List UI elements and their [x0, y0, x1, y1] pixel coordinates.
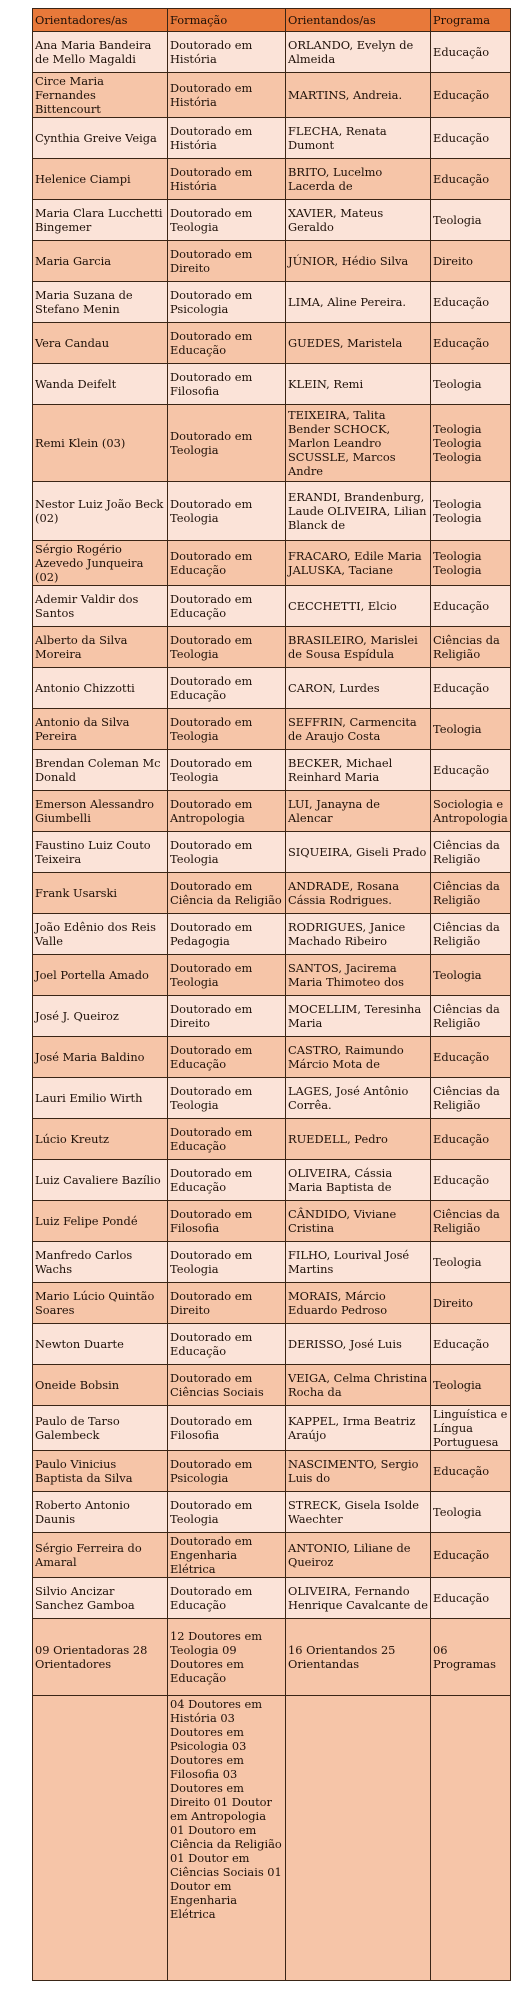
cell-orientador: Roberto Antonio Daunis [33, 1492, 168, 1533]
table-row [33, 159, 511, 200]
cell-formacao: Doutorado em História [168, 32, 286, 73]
table-row [33, 1492, 511, 1533]
cell-orientador: Lúcio Kreutz [33, 1119, 168, 1160]
cell-formacao: Doutorado em Direito [168, 996, 286, 1037]
cell-orientador: Antonio Chizzotti [33, 668, 168, 709]
cell-programa: Direito [431, 241, 511, 282]
cell-formacao: Doutorado em Teologia [168, 1078, 286, 1119]
cell-programa: Educação [431, 73, 511, 118]
cell-orientando: CARON, Lurdes [286, 668, 431, 709]
cell-orientando: FRACARO, Edile Maria JALUSKA, Taciane [286, 541, 431, 586]
cell-orientando: FLECHA, Renata Dumont [286, 118, 431, 159]
cell-orientador: Sérgio Rogério Azevedo Junqueira (02) [33, 541, 168, 586]
cell-orientando: MARTINS, Andreia. [286, 73, 431, 118]
cell-formacao: Doutorado em Educação [168, 1324, 286, 1365]
table-row [33, 709, 511, 750]
cell-orientando: VEIGA, Celma Christina Rocha da [286, 1365, 431, 1406]
cell-programa: Educação [431, 159, 511, 200]
cell-orientando: SIQUEIRA, Giseli Prado [286, 832, 431, 873]
cell-orientando: STRECK, Gisela Isolde Waechter [286, 1492, 431, 1533]
cell-formacao: Doutorado em Direito [168, 241, 286, 282]
cell-orientando: LAGES, José Antônio Corrêa. [286, 1078, 431, 1119]
cell-orientador: Frank Usarski [33, 873, 168, 914]
cell-orientando: SEFFRIN, Carmencita de Araujo Costa [286, 709, 431, 750]
totals-orientandos: 16 Orientandos 25 Orientandas [286, 1619, 431, 1696]
table-row [33, 32, 511, 73]
cell-formacao: Doutorado em Teologia [168, 1492, 286, 1533]
table-row [33, 364, 511, 405]
cell-orientador: Vera Candau [33, 323, 168, 364]
cell-formacao: Doutorado em Psicologia [168, 282, 286, 323]
cell-formacao: Doutorado em Teologia [168, 709, 286, 750]
cell-orientador: Faustino Luiz Couto Teixeira [33, 832, 168, 873]
header-orientandos: Orientandos/as [286, 9, 431, 32]
cell-orientador: Silvio Ancizar Sanchez Gamboa [33, 1578, 168, 1619]
cell-formacao: Doutorado em Engenharia Elétrica [168, 1533, 286, 1578]
cell-orientador: Joel Portella Amado [33, 955, 168, 996]
cell-orientador: Sérgio Ferreira do Amaral [33, 1533, 168, 1578]
table-row [33, 73, 511, 118]
cell-formacao: Doutorado em Teologia [168, 750, 286, 791]
cell-formacao: Doutorado em História [168, 159, 286, 200]
cell-programa: Ciências da Religião [431, 627, 511, 668]
cell-orientador: Cynthia Greive Veiga [33, 118, 168, 159]
table-row [33, 1078, 511, 1119]
table-row [33, 405, 511, 482]
cell-formacao: Doutorado em Teologia [168, 627, 286, 668]
cell-orientando: ANDRADE, Rosana Cássia Rodrigues. [286, 873, 431, 914]
cell-formacao: Doutorado em Educação [168, 1037, 286, 1078]
cell-formacao: Doutorado em Filosofia [168, 1201, 286, 1242]
table-row [33, 1283, 511, 1324]
cell-orientador: Remi Klein (03) [33, 405, 168, 482]
table-row [33, 1119, 511, 1160]
cell-programa: Educação [431, 1324, 511, 1365]
table-row [33, 1037, 511, 1078]
cell-formacao: Doutorado em Educação [168, 1160, 286, 1201]
cell-orientador: João Edênio dos Reis Valle [33, 914, 168, 955]
cell-formacao: Doutorado em Direito [168, 1283, 286, 1324]
table-row [33, 541, 511, 586]
final-empty-3 [286, 1696, 431, 1981]
table-row [33, 1160, 511, 1201]
table-row [33, 1324, 511, 1365]
cell-programa: Teologia [431, 200, 511, 241]
table-row [33, 1365, 511, 1406]
table-row [33, 1451, 511, 1492]
cell-programa: Educação [431, 1578, 511, 1619]
cell-programa: Teologia [431, 1242, 511, 1283]
cell-orientando: OLIVEIRA, Cássia Maria Baptista de [286, 1160, 431, 1201]
cell-orientador: Oneide Bobsin [33, 1365, 168, 1406]
table-row [33, 1533, 511, 1578]
cell-orientando: KAPPEL, Irma Beatriz Araújo [286, 1406, 431, 1451]
cell-programa: Teologia [431, 1365, 511, 1406]
table-row [33, 1578, 511, 1619]
cell-formacao: Doutorado em Psicologia [168, 1451, 286, 1492]
cell-programa: Educação [431, 1037, 511, 1078]
cell-formacao: Doutorado em Filosofia [168, 364, 286, 405]
cell-orientador: Antonio da Silva Pereira [33, 709, 168, 750]
table-row [33, 323, 511, 364]
cell-orientando: ORLANDO, Evelyn de Almeida [286, 32, 431, 73]
cell-formacao: Doutorado em Educação [168, 323, 286, 364]
header-row [33, 9, 511, 32]
cell-orientador: Emerson Alessandro Giumbelli [33, 791, 168, 832]
cell-formacao: Doutorado em Teologia [168, 955, 286, 996]
cell-orientando: CASTRO, Raimundo Márcio Mota de [286, 1037, 431, 1078]
cell-orientando: GUEDES, Maristela [286, 323, 431, 364]
cell-formacao: Doutorado em Filosofia [168, 1406, 286, 1451]
cell-programa: Ciências da Religião [431, 873, 511, 914]
cell-orientador: Maria Garcia [33, 241, 168, 282]
cell-programa: Teologia Teologia [431, 482, 511, 541]
cell-orientando: LUI, Janayna de Alencar [286, 791, 431, 832]
cell-orientador: Nestor Luiz João Beck (02) [33, 482, 168, 541]
cell-orientador: Alberto da Silva Moreira [33, 627, 168, 668]
cell-orientador: Newton Duarte [33, 1324, 168, 1365]
cell-programa: Educação [431, 750, 511, 791]
table-row [33, 482, 511, 541]
cell-orientando: CECCHETTI, Elcio [286, 586, 431, 627]
cell-orientando: FILHO, Lourival José Martins [286, 1242, 431, 1283]
cell-programa: Teologia [431, 1492, 511, 1533]
cell-orientando: XAVIER, Mateus Geraldo [286, 200, 431, 241]
cell-formacao: Doutorado em Educação [168, 1578, 286, 1619]
cell-formacao: Doutorado em Educação [168, 541, 286, 586]
table-row [33, 914, 511, 955]
table-row [33, 1242, 511, 1283]
table-row [33, 627, 511, 668]
cell-orientador: Paulo de Tarso Galembeck [33, 1406, 168, 1451]
cell-orientando: BRITO, Lucelmo Lacerda de [286, 159, 431, 200]
formation-breakdown-row [33, 1696, 511, 1981]
cell-orientador: Luiz Felipe Pondé [33, 1201, 168, 1242]
cell-orientando: CÂNDIDO, Viviane Cristina [286, 1201, 431, 1242]
header-orientadores: Orientadores/as [33, 9, 168, 32]
cell-programa: Educação [431, 282, 511, 323]
cell-formacao: Doutorado em História [168, 73, 286, 118]
table-row [33, 200, 511, 241]
cell-orientando: MOCELLIM, Teresinha Maria [286, 996, 431, 1037]
table-row [33, 586, 511, 627]
cell-orientando: ERANDI, Brandenburg, Laude OLIVEIRA, Lilian Blanck de [286, 482, 431, 541]
header-programa: Programa [431, 9, 511, 32]
table-row [33, 118, 511, 159]
totals-row [33, 1619, 511, 1696]
cell-orientador: Maria Clara Lucchetti Bingemer [33, 200, 168, 241]
cell-programa: Educação [431, 1533, 511, 1578]
cell-orientando: TEIXEIRA, Talita Bender SCHOCK, Marlon Leandro SCUSSLE, Marcos Andre [286, 405, 431, 482]
formation-breakdown: 04 Doutores em História 03 Doutores em Psicologia 03 Doutores em Filosofia 03 Doutores em Direito 01 Doutor em Antropologia 01 Doutoro em Ciência da Religião 01 Doutor em Ciências Sociais 01 Doutor em Engenharia Elétrica [168, 1696, 286, 1981]
cell-orientador: Mario Lúcio Quintão Soares [33, 1283, 168, 1324]
cell-orientador: Lauri Emilio Wirth [33, 1078, 168, 1119]
cell-orientador: Ademir Valdir dos Santos [33, 586, 168, 627]
cell-formacao: Doutorado em História [168, 118, 286, 159]
cell-orientador: Wanda Deifelt [33, 364, 168, 405]
cell-formacao: Doutorado em Ciência da Religião [168, 873, 286, 914]
table-row [33, 282, 511, 323]
cell-formacao: Doutorado em Educação [168, 586, 286, 627]
cell-programa: Educação [431, 323, 511, 364]
cell-programa: Sociologia e Antropologia [431, 791, 511, 832]
table-row [33, 955, 511, 996]
cell-orientador: Luiz Cavaliere Bazílio [33, 1160, 168, 1201]
cell-orientando: RODRIGUES, Janice Machado Ribeiro [286, 914, 431, 955]
cell-orientando: ANTONIO, Liliane de Queiroz [286, 1533, 431, 1578]
table-row [33, 873, 511, 914]
table-row [33, 241, 511, 282]
table-row [33, 791, 511, 832]
cell-programa: Teologia [431, 955, 511, 996]
cell-orientador: Brendan Coleman Mc Donald [33, 750, 168, 791]
cell-programa: Educação [431, 118, 511, 159]
cell-orientador: Ana Maria Bandeira de Mello Magaldi [33, 32, 168, 73]
cell-orientador: Manfredo Carlos Wachs [33, 1242, 168, 1283]
cell-orientando: MORAIS, Márcio Eduardo Pedroso [286, 1283, 431, 1324]
table-row [33, 832, 511, 873]
cell-orientador: Paulo Vinicius Baptista da Silva [33, 1451, 168, 1492]
cell-orientando: OLIVEIRA, Fernando Henrique Cavalcante de [286, 1578, 431, 1619]
cell-programa: Ciências da Religião [431, 996, 511, 1037]
cell-orientador: Circe Maria Fernandes Bittencourt [33, 73, 168, 118]
cell-programa: Ciências da Religião [431, 914, 511, 955]
cell-programa: Linguística e Língua Portuguesa [431, 1406, 511, 1451]
cell-formacao: Doutorado em Educação [168, 668, 286, 709]
table-row [33, 1406, 511, 1451]
cell-formacao: Doutorado em Educação [168, 1119, 286, 1160]
cell-programa: Educação [431, 1451, 511, 1492]
totals-programa: 06 Programas [431, 1619, 511, 1696]
cell-formacao: Doutorado em Teologia [168, 200, 286, 241]
table-row [33, 750, 511, 791]
cell-orientador: José Maria Baldino [33, 1037, 168, 1078]
cell-formacao: Doutorado em Pedagogia [168, 914, 286, 955]
table-row [33, 1201, 511, 1242]
cell-formacao: Doutorado em Antropologia [168, 791, 286, 832]
table-body [33, 32, 511, 1619]
cell-orientando: BRASILEIRO, Marislei de Sousa Espídula [286, 627, 431, 668]
cell-orientador: José J. Queiroz [33, 996, 168, 1037]
header-formacao: Formação [168, 9, 286, 32]
cell-programa: Educação [431, 1160, 511, 1201]
cell-programa: Teologia [431, 709, 511, 750]
cell-programa: Teologia [431, 364, 511, 405]
cell-programa: Teologia Teologia [431, 541, 511, 586]
cell-orientando: DERISSO, José Luis [286, 1324, 431, 1365]
cell-formacao: Doutorado em Teologia [168, 482, 286, 541]
cell-orientando: KLEIN, Remi [286, 364, 431, 405]
cell-programa: Educação [431, 586, 511, 627]
cell-programa: Educação [431, 32, 511, 73]
cell-orientando: JÚNIOR, Hédio Silva [286, 241, 431, 282]
totals-formacao: 12 Doutores em Teologia 09 Doutores em Educação [168, 1619, 286, 1696]
cell-programa: Ciências da Religião [431, 1201, 511, 1242]
cell-orientando: SANTOS, Jacirema Maria Thimoteo dos [286, 955, 431, 996]
cell-orientador: Maria Suzana de Stefano Menin [33, 282, 168, 323]
table-row [33, 996, 511, 1037]
advisors-table [32, 8, 511, 1981]
final-empty-1 [33, 1696, 168, 1981]
cell-orientando: RUEDELL, Pedro [286, 1119, 431, 1160]
cell-orientador: Helenice Ciampi [33, 159, 168, 200]
cell-programa: Ciências da Religião [431, 1078, 511, 1119]
cell-formacao: Doutorado em Teologia [168, 405, 286, 482]
cell-formacao: Doutorado em Ciências Sociais [168, 1365, 286, 1406]
table-row [33, 668, 511, 709]
final-empty-4 [431, 1696, 511, 1981]
cell-programa: Ciências da Religião [431, 832, 511, 873]
cell-programa: Educação [431, 668, 511, 709]
cell-programa: Educação [431, 1119, 511, 1160]
cell-formacao: Doutorado em Teologia [168, 832, 286, 873]
cell-orientando: LIMA, Aline Pereira. [286, 282, 431, 323]
totals-orientadores: 09 Orientadoras 28 Orientadores [33, 1619, 168, 1696]
cell-orientando: BECKER, Michael Reinhard Maria [286, 750, 431, 791]
cell-formacao: Doutorado em Teologia [168, 1242, 286, 1283]
cell-programa: Direito [431, 1283, 511, 1324]
cell-orientando: NASCIMENTO, Sergio Luis do [286, 1451, 431, 1492]
cell-programa: Teologia Teologia Teologia [431, 405, 511, 482]
